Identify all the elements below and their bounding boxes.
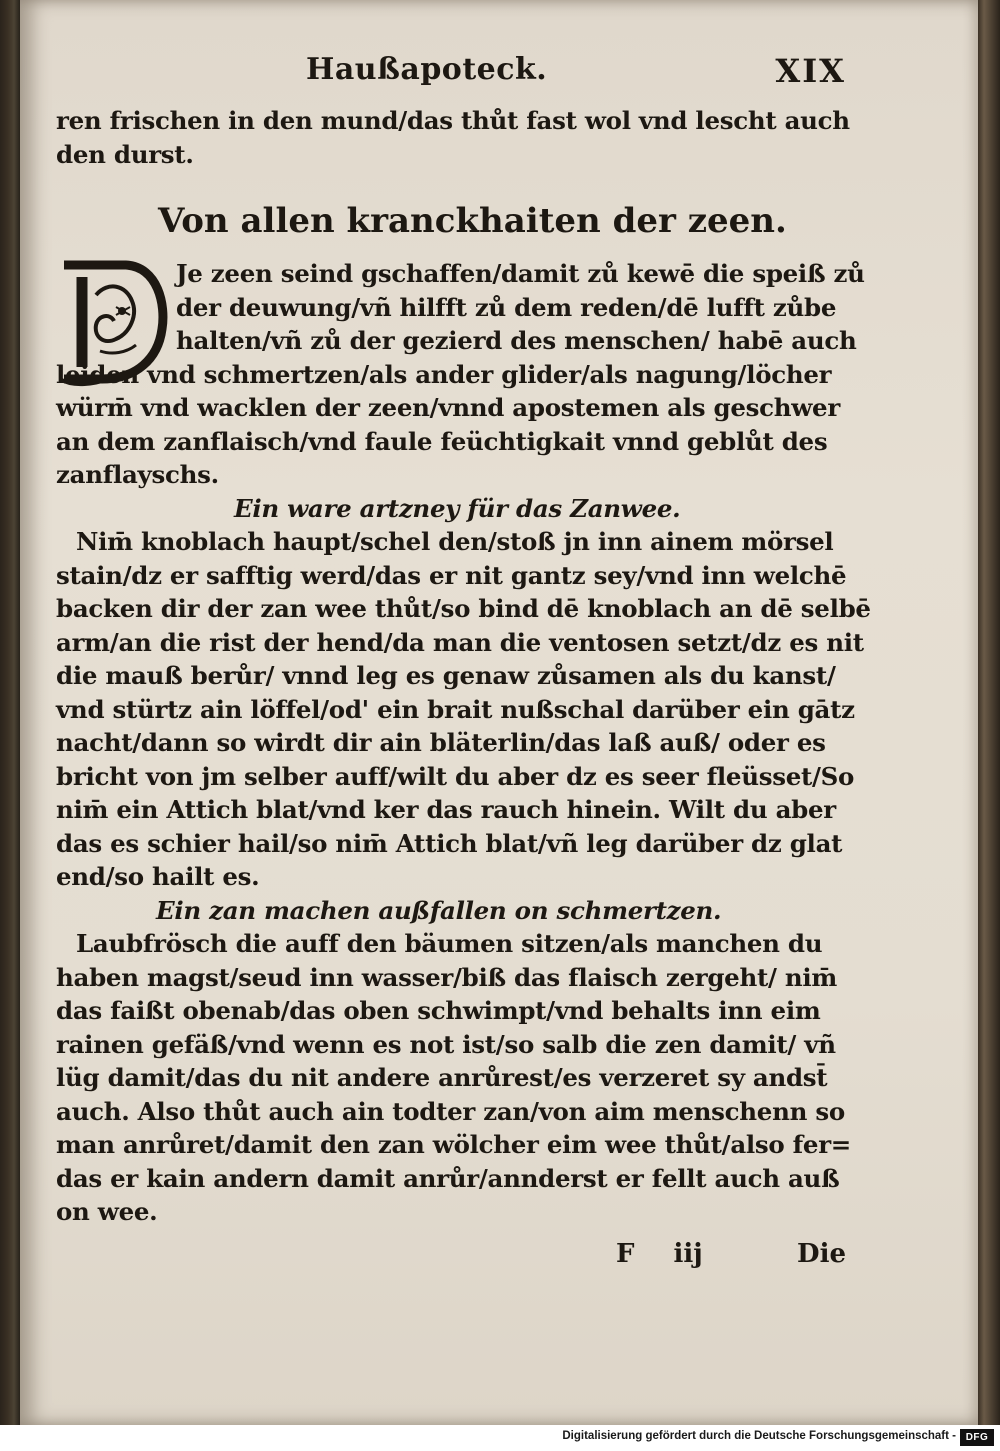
recipe-toothache [56, 492, 871, 894]
text-line: Nim̄ knoblach haupt/schel den/stoß jn inn ainem mörsel [76, 527, 834, 556]
decorated-initial-icon [56, 255, 168, 387]
text-line: das er kain andern damit anrůr/annderst er fellt auch auß [56, 1163, 840, 1193]
text-line: on wee. [56, 1197, 158, 1226]
page-header [56, 52, 846, 104]
page-text-block [56, 52, 871, 1279]
text-line: Laubfrösch die auff den bäumen sitzen/als manchen du [76, 929, 823, 958]
text-line: würm̄ vnd wacklen der zeen/vnnd apostemen als geschwer [56, 393, 840, 422]
text-line: rainen gefäß/vnd wenn es not ist/so salb die zen damit/ vñ [56, 1029, 836, 1059]
carryover-text [56, 104, 850, 171]
page-edge [978, 0, 1000, 1425]
section-heading: Von allen kranckhaiten der zeen. [158, 201, 787, 241]
text-line: ren frischen in den mund/das thůt fast wol vnd lescht auch [56, 106, 850, 135]
text-line: nim̄ ein Attich blat/vnd ker das rauch hinein. Wilt du aber [56, 795, 836, 824]
running-head: Haußapoteck. [306, 52, 548, 87]
text-line: man anrůret/damit den zan wölcher eim wee thůt/also fer= [56, 1130, 852, 1159]
credit-text: Digitalisierung gefördert durch die Deutsche Forschungsgemeinschaft - [562, 1430, 956, 1442]
digitization-credit-bar [0, 1425, 1000, 1451]
recipe-heading: Ein ware artzney für das Zanwee. [234, 493, 681, 523]
text-line: bricht von jm selber auff/wilt du aber dz es seer fleüsset/So [56, 761, 855, 791]
text-line: der deuwung/vñ hilfft zů dem reden/dē lufft zůbe [176, 292, 837, 322]
text-line: halten/vñ zů der gezierd des menschen/ habē auch [176, 326, 857, 355]
text-line: auch. Also thůt auch ain todter zan/von aim menschenn so [56, 1096, 845, 1126]
book-page [20, 0, 978, 1425]
text-line: leiden vnd schmertzen/als ander glider/als nagung/löcher [56, 359, 832, 389]
text-line: end/so hailt es. [56, 862, 260, 891]
text-line: das es schier hail/so nim̄ Attich blat/vñ leg darüber dz glat [56, 828, 843, 858]
text-line: zanflayschs. [56, 460, 219, 489]
page-footer-marks [56, 1239, 846, 1279]
text-line: den durst. [56, 139, 194, 169]
text-line: backen dir der zan wee thůt/so bind dē knoblach an dē selbē [56, 594, 871, 623]
intro-paragraph [56, 257, 865, 492]
text-line: nacht/dann so wirdt dir ain bläterlin/das laß auß/ oder es [56, 728, 826, 757]
text-line: das faißt obenab/das oben schwimpt/vnd behalts inn eim [56, 996, 821, 1025]
signature-mark: F iij [616, 1238, 703, 1269]
text-line: Je zeen seind gschaffen/damit zů kewē die speiß zů [176, 259, 865, 288]
folio-number: XIX [775, 52, 846, 90]
text-line: vnd stürtz ain löffel/od' ein brait nußschal darüber ein gātz [56, 694, 855, 724]
recipe-heading: Ein zan machen außfallen on schmertzen. [156, 895, 722, 925]
text-line: arm/an die rist der hend/da man die ventosen setzt/dz es nit [56, 627, 864, 657]
text-line: haben magst/seud inn wasser/biß das flaisch zergeht/ nim̄ [56, 962, 838, 992]
text-line: stain/dz er safftig werd/das er nit gantz sey/vnd inn welchē [56, 560, 847, 590]
recipe-tooth-removal [56, 894, 852, 1229]
text-line: lüg damit/das du nit andere anrůrest/es verzeret sy andst̄ [56, 1063, 828, 1092]
dfg-logo: DFG [960, 1429, 994, 1446]
text-line: an dem zanflaisch/vnd faule feüchtigkait vnnd geblůt des [56, 426, 828, 456]
text-line: die mauß berůr/ vnnd leg es genaw zůsamen als du kanst/ [56, 661, 836, 690]
catchword: Die [797, 1238, 846, 1269]
svg-text:D: D [140, 295, 141, 296]
